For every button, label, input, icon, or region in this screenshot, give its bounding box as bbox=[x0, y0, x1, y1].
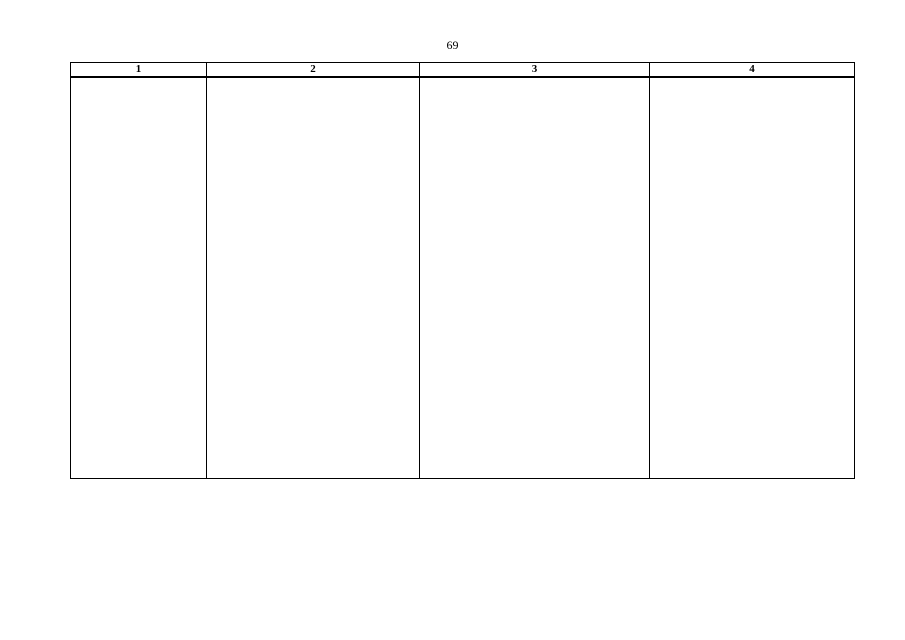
column-header: 2 bbox=[207, 63, 420, 77]
table-cell bbox=[71, 78, 207, 479]
column-header: 4 bbox=[650, 63, 855, 77]
table-cell bbox=[207, 78, 420, 479]
regulations-table bbox=[70, 62, 855, 479]
table-cell bbox=[650, 78, 855, 479]
table-cell bbox=[420, 78, 650, 479]
column-header: 1 bbox=[71, 63, 207, 77]
table-row bbox=[71, 78, 855, 479]
table-header-row bbox=[71, 63, 855, 77]
page-number: 69 bbox=[446, 38, 459, 52]
column-header: 3 bbox=[420, 63, 650, 77]
